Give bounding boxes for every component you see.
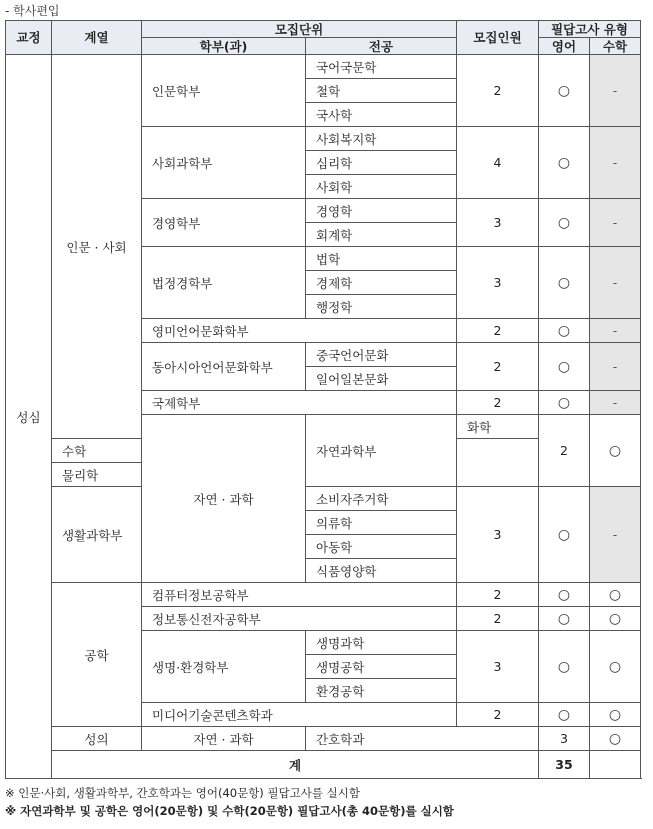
quota-cell: 3	[457, 247, 539, 319]
english-exam-mark: ○	[539, 607, 590, 631]
header-recruit-unit: 모집단위	[142, 21, 457, 38]
total-value: 35	[539, 751, 590, 779]
field-cell: 공학	[52, 583, 142, 727]
english-exam-mark: ○	[539, 247, 590, 319]
major-cell: 환경공학	[306, 679, 457, 703]
math-exam-mark: -	[590, 55, 641, 127]
major-cell: 소비자주거학	[306, 487, 457, 511]
footnotes	[5, 784, 650, 820]
math-exam-mark: -	[590, 343, 641, 391]
department-cell: 동아시아언어문화학부	[142, 343, 306, 391]
department-cell: 생명·환경학부	[142, 631, 306, 703]
footnote: ※ 인문·사회, 생활과학부, 간호학과는 영어(40문항) 필답고사를 실시함	[5, 786, 360, 800]
english-exam-mark: ○	[590, 727, 641, 751]
header-quota: 모집인원	[457, 21, 539, 55]
english-exam-mark: ○	[539, 703, 590, 727]
english-exam-mark: ○	[590, 415, 641, 487]
english-exam-mark: ○	[539, 391, 590, 415]
major-cell: 사회복지학	[306, 127, 457, 151]
math-exam-mark: -	[590, 487, 641, 583]
total-label: 계	[52, 751, 539, 779]
major-cell: 심리학	[306, 151, 457, 175]
quota-cell: 3	[457, 199, 539, 247]
field-cell: 인문 · 사회	[52, 55, 142, 439]
math-exam-mark: -	[590, 247, 641, 319]
math-exam-mark: -	[590, 391, 641, 415]
major-cell: 국어국문학	[306, 55, 457, 79]
header-exam-type: 필답고사 유형	[539, 21, 641, 38]
campus-cell: 성의	[52, 727, 142, 751]
major-cell: 화학	[457, 415, 539, 439]
department-cell: 미디어기술콘텐츠학과	[142, 703, 457, 727]
quota-cell: 2	[457, 343, 539, 391]
field-cell: 자연 · 과학	[142, 415, 306, 583]
department-cell: 국제학부	[142, 391, 457, 415]
campus-cell: 성심	[6, 55, 52, 779]
major-cell: 아동학	[306, 535, 457, 559]
math-exam-mark: ○	[590, 583, 641, 607]
quota-cell: 4	[457, 127, 539, 199]
department-cell: 간호학과	[306, 727, 539, 751]
header-field: 계열	[52, 21, 142, 55]
math-exam-mark: ○	[590, 607, 641, 631]
department-cell: 컴퓨터정보공학부	[142, 583, 457, 607]
department-cell: 사회과학부	[142, 127, 306, 199]
department-cell: 정보통신전자공학부	[142, 607, 457, 631]
major-cell: 의류학	[306, 511, 457, 535]
english-exam-mark: ○	[539, 487, 590, 583]
section-title: - 학사편입	[5, 4, 60, 18]
english-exam-mark: ○	[539, 343, 590, 391]
major-cell: 법학	[306, 247, 457, 271]
footnote: ※ 자연과학부 및 공학은 영어(20문항) 및 수학(20문항) 필답고사(총 40문항)를 실시함	[5, 804, 454, 818]
major-cell: 생명과학	[306, 631, 457, 655]
major-cell: 행정학	[306, 295, 457, 319]
header-major: 전공	[306, 38, 457, 55]
math-exam-mark: ○	[590, 631, 641, 703]
quota-cell: 2	[457, 319, 539, 343]
quota-cell: 3	[457, 487, 539, 583]
department-cell: 생활과학부	[52, 487, 142, 583]
department-cell: 인문학부	[142, 55, 306, 127]
math-exam-mark: -	[590, 199, 641, 247]
english-exam-mark: ○	[539, 583, 590, 607]
header-english: 영어	[539, 38, 590, 55]
english-exam-mark: ○	[539, 319, 590, 343]
major-cell: 물리학	[52, 463, 142, 487]
header-math: 수학	[590, 38, 641, 55]
english-exam-mark: ○	[539, 127, 590, 199]
major-cell: 경영학	[306, 199, 457, 223]
quota-cell: 2	[457, 583, 539, 607]
major-cell: 수학	[52, 439, 142, 463]
quota-cell: 2	[457, 391, 539, 415]
field-cell: 자연 · 과학	[142, 727, 306, 751]
total-blank	[590, 751, 641, 779]
major-cell: 사회학	[306, 175, 457, 199]
english-exam-mark: ○	[539, 55, 590, 127]
quota-cell: 3	[539, 727, 590, 751]
major-cell: 생명공학	[306, 655, 457, 679]
quota-cell: 2	[539, 415, 590, 487]
major-cell: 경제학	[306, 271, 457, 295]
major-cell: 식품영양학	[306, 559, 457, 583]
department-cell: 경영학부	[142, 199, 306, 247]
quota-cell: 2	[457, 703, 539, 727]
major-cell: 회계학	[306, 223, 457, 247]
quota-cell: 3	[457, 631, 539, 703]
department-cell: 영미언어문화학부	[142, 319, 457, 343]
math-exam-mark: -	[590, 127, 641, 199]
department-cell: 자연과학부	[306, 415, 457, 487]
major-cell: 철학	[306, 79, 457, 103]
admissions-table	[5, 20, 641, 779]
header-department: 학부(과)	[142, 38, 306, 55]
header-campus: 교정	[6, 21, 52, 55]
department-cell: 법정경학부	[142, 247, 306, 319]
english-exam-mark: ○	[539, 199, 590, 247]
quota-cell: 2	[457, 607, 539, 631]
quota-cell: 2	[457, 55, 539, 127]
major-cell: 일어일본문화	[306, 367, 457, 391]
major-cell: 국사학	[306, 103, 457, 127]
math-exam-mark: ○	[590, 703, 641, 727]
major-cell: 중국언어문화	[306, 343, 457, 367]
english-exam-mark: ○	[539, 631, 590, 703]
math-exam-mark: -	[590, 319, 641, 343]
